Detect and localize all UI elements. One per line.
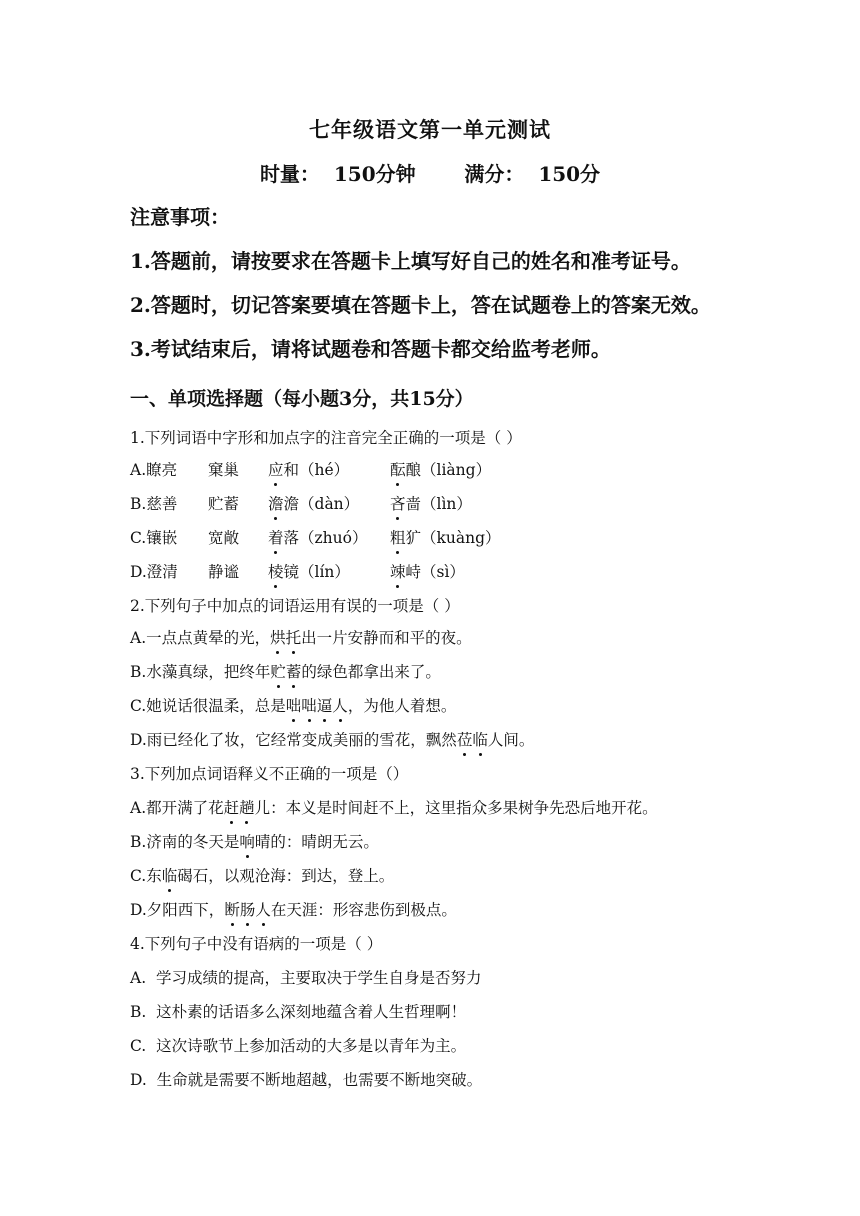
time-label: 时量：: [259, 162, 320, 186]
dotted-char: 蓄: [285, 663, 302, 681]
option-word: C.镶嵌: [130, 529, 178, 547]
option-text: 出一片安静而和平的夜。: [301, 629, 472, 647]
option-word: 和（hé）: [283, 461, 350, 479]
dotted-char: 竦: [390, 563, 406, 581]
option-word: B.慈善: [130, 495, 178, 513]
option-word: 落（zhuó）: [283, 529, 368, 547]
option-word: 峙（sì）: [405, 563, 465, 581]
question-1-option-b: [130, 494, 472, 514]
option-text: 的绿色都拿出来了。: [301, 663, 441, 681]
option-text: D.夕阳西下，: [130, 901, 225, 919]
question-3-option-a: [130, 798, 658, 818]
option-text: C.东: [130, 867, 162, 885]
dotted-char: 肠: [239, 901, 256, 919]
question-2-option-c: [130, 696, 456, 716]
question-1-stem: 1.下列词语中字形和加点字的注音完全正确的一项是（ ）: [130, 429, 522, 447]
question-4-option-c: C. 这次诗歌节上参加活动的大多是以青年为主。: [130, 1037, 467, 1055]
dotted-char: 人: [255, 901, 271, 919]
dotted-char: 咄: [285, 697, 302, 715]
question-2-option-b: [130, 662, 441, 682]
note-item-2: 2.答题时，切记答案要填在答题卡上，答在试题卷上的答案无效。: [130, 293, 711, 317]
score-label: 满分：: [464, 162, 525, 186]
option-word: 啬（lìn）: [405, 495, 472, 513]
question-2-stem: 2.下列句子中加点的词语运用有误的一项是（ ）: [130, 597, 460, 615]
dotted-char: 人: [332, 697, 348, 715]
option-text: 在天涯：形容悲伤到极点。: [270, 901, 457, 919]
page-title: 七年级语文第一单元测试: [309, 117, 551, 142]
question-3-option-d: [130, 900, 457, 920]
question-4-stem: 4.下列句子中没有语病的一项是（ ）: [130, 935, 383, 953]
exam-meta: [0, 158, 860, 187]
note-item-1: 1.答题前，请按要求在答题卡上填写好自己的姓名和准考证号。: [130, 249, 691, 273]
time-value: 150分钟: [333, 162, 416, 186]
option-word: D.澄清: [130, 563, 178, 581]
option-text: C.她说话很温柔，总是: [130, 697, 286, 715]
question-4-option-d: D. 生命就是需要不断地超越，也需要不断地突破。: [130, 1071, 483, 1089]
score-value: 150分: [538, 162, 601, 186]
dotted-char: 响: [239, 833, 255, 851]
dotted-phrase: [270, 629, 301, 647]
option-word: 澹（dàn）: [283, 495, 360, 513]
option-text: 儿：本义是时间赶不上，这里指众多果树争先恐后地开花。: [254, 799, 658, 817]
question-3-option-b: [130, 832, 379, 852]
dotted-phrase: [270, 663, 301, 681]
option-text: B.济南的冬天是: [130, 833, 240, 851]
dotted-phrase: [457, 731, 488, 749]
dotted-phrase: [239, 833, 255, 851]
question-2-option-a: [130, 628, 472, 648]
option-text: D.雨已经化了妆，它经常变成美丽的雪花，飘然: [130, 731, 457, 749]
dotted-phrase: [162, 867, 178, 885]
option-word: 镜（lín）: [283, 563, 350, 581]
dotted-char: 澹: [268, 495, 284, 513]
option-text: 人间。: [487, 731, 535, 749]
dotted-char: 酝: [390, 461, 406, 479]
question-1-option-a: [130, 460, 491, 480]
dotted-char: 托: [285, 629, 302, 647]
notes-section: [130, 204, 750, 380]
option-word: 贮蓄: [208, 495, 240, 513]
option-word: 犷（kuàng）: [405, 529, 501, 547]
option-word: 宽敞: [208, 529, 240, 547]
question-4-option-b: B. 这朴素的话语多么深刻地蕴含着人生哲理啊！: [130, 1003, 467, 1021]
dotted-char: 烘: [270, 629, 286, 647]
dotted-phrase: [224, 901, 271, 919]
dotted-char: 应: [268, 461, 284, 479]
section-heading: 一、单项选择题（每小题3分，共15分）: [130, 388, 474, 410]
option-text: B.水藻真绿，把终年: [130, 663, 271, 681]
question-3-option-c: [130, 866, 394, 886]
option-word: 静谧: [208, 563, 240, 581]
dotted-char: 棱: [268, 563, 284, 581]
dotted-char: 粗: [390, 529, 406, 547]
dotted-char: 逼: [316, 697, 333, 715]
question-1-option-c: [130, 528, 501, 548]
dotted-char: 赶: [223, 799, 240, 817]
option-text: 碣石，以观沧海：到达，登上。: [177, 867, 395, 885]
dotted-char: 趟: [239, 799, 255, 817]
option-text: 晴的：晴朗无云。: [254, 833, 379, 851]
dotted-char: 吝: [390, 495, 406, 513]
option-text: ，为他人着想。: [347, 697, 457, 715]
question-4-option-a: A. 学习成绩的提高，主要取决于学生自身是否努力: [130, 969, 482, 987]
question-2-option-d: [130, 730, 534, 750]
note-item-3: 3.考试结束后，请将试题卷和答题卡都交给监考老师。: [130, 337, 611, 361]
question-3-stem: 3.下列加点词语释义不正确的一项是（）: [130, 765, 409, 783]
dotted-char: 临: [472, 731, 488, 749]
option-text: A.一点点黄晕的光，: [130, 629, 271, 647]
dotted-char: 莅: [456, 731, 473, 749]
option-word: A.瞭亮: [130, 461, 178, 479]
dotted-char: 着: [268, 529, 284, 547]
dotted-char: 贮: [270, 663, 286, 681]
dotted-phrase: [286, 697, 348, 715]
dotted-phrase: [224, 799, 255, 817]
option-word: 酿（liàng）: [405, 461, 492, 479]
option-word: 窠巢: [208, 461, 240, 479]
dotted-char: 咄: [301, 697, 317, 715]
dotted-char: 临: [161, 867, 178, 885]
notes-heading: 注意事项：: [130, 205, 230, 229]
option-text: A.都开满了花: [130, 799, 224, 817]
dotted-char: 断: [224, 901, 240, 919]
question-1-option-d: [130, 562, 465, 582]
